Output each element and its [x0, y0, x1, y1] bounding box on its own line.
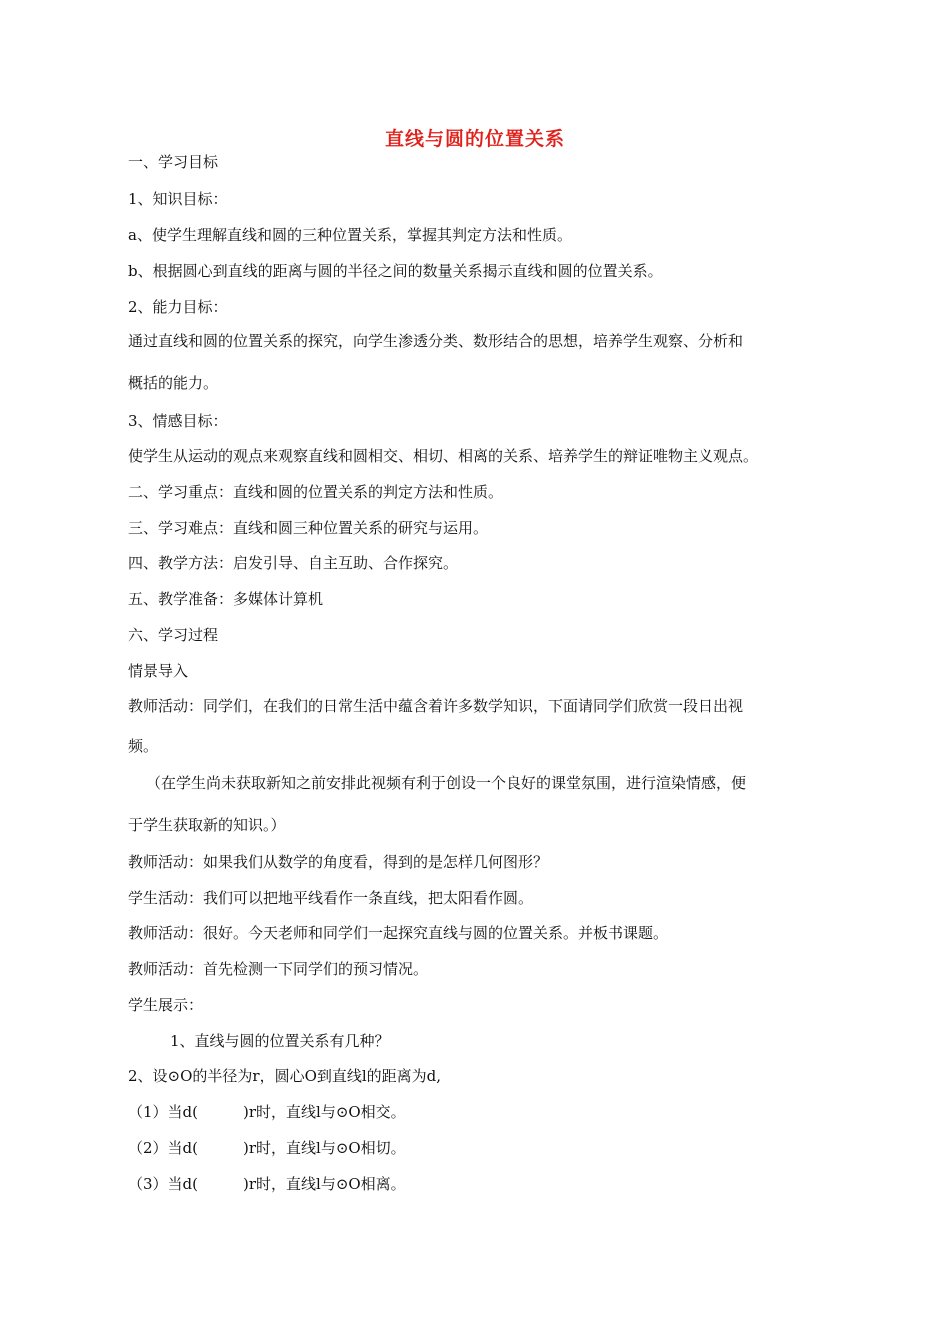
question-2-case-2: （2）当d( )r时，直线l与⊙O相切。 — [128, 1139, 406, 1157]
scene-intro-heading: 情景导入 — [128, 662, 189, 680]
ability-goal-heading: 2、能力目标： — [128, 298, 228, 316]
design-note — [146, 773, 826, 793]
section-preparation: 五、教学准备：多媒体计算机 — [128, 590, 324, 608]
section-teaching-methods: 四、教学方法：启发引导、自主互助、合作探究。 — [128, 554, 459, 572]
student-show-heading: 学生展示： — [128, 996, 204, 1014]
design-note-line-1: （在学生尚未获取新知之前安排此视频有利于创设一个良好的课堂氛围，进行渲染情感，便 — [146, 774, 747, 792]
question-2-case-1: （1）当d( )r时，直线l与⊙O相交。 — [128, 1103, 406, 1121]
teacher-activity-1 — [128, 696, 826, 756]
ability-goal-line-1: 通过直线和圆的位置关系的探究，向学生渗透分类、数形结合的思想，培养学生观察、分析和 — [128, 332, 744, 350]
emotion-goal-heading: 3、情感目标： — [128, 412, 228, 430]
knowledge-goal-b: b、根据圆心到直线的距离与圆的半径之间的数量关系揭示直线和圆的位置关系。 — [128, 262, 663, 280]
teacher-activity-2: 教师活动：如果我们从数学的角度看，得到的是怎样几何图形？ — [128, 853, 549, 871]
teacher-activity-1-line-1: 教师活动：同学们，在我们的日常生活中蕴含着许多数学知识，下面请同学们欣赏一段日出视 — [128, 697, 744, 715]
question-2: 2、设⊙O的半径为r，圆心O到直线l的距离为d, — [128, 1067, 442, 1085]
knowledge-goal-a: a、使学生理解直线和圆的三种位置关系，掌握其判定方法和性质。 — [128, 226, 572, 244]
question-1: 1、直线与圆的位置关系有几种？ — [170, 1032, 390, 1050]
question-2-case-3: （3）当d( )r时，直线l与⊙O相离。 — [128, 1175, 406, 1193]
teacher-activity-3: 教师活动：很好。今天老师和同学们一起探究直线与圆的位置关系。并板书课题。 — [128, 924, 669, 942]
teacher-activity-4: 教师活动：首先检测一下同学们的预习情况。 — [128, 960, 429, 978]
section-difficulties: 三、学习难点：直线和圆三种位置关系的研究与运用。 — [128, 519, 489, 537]
section-learning-process: 六、学习过程 — [128, 626, 219, 644]
ability-goal-line-2: 概括的能力。 — [128, 374, 219, 392]
ability-goal-paragraph — [128, 331, 826, 393]
student-activity-1: 学生活动：我们可以把地平线看作一条直线，把太阳看作圆。 — [128, 889, 534, 907]
emotion-goal-paragraph: 使学生从运动的观点来观察直线和圆相交、相切、相离的关系、培养学生的辩证唯物主义观点。 — [128, 447, 759, 465]
teacher-activity-1-line-2: 频。 — [128, 737, 159, 755]
design-note-line-2: 于学生获取新的知识。） — [128, 816, 286, 834]
knowledge-goal-heading: 1、知识目标： — [128, 190, 228, 208]
section-key-points: 二、学习重点：直线和圆的位置关系的判定方法和性质。 — [128, 483, 504, 501]
section-learning-goals: 一、学习目标 — [128, 153, 219, 171]
document-title: 直线与圆的位置关系 — [384, 128, 565, 150]
